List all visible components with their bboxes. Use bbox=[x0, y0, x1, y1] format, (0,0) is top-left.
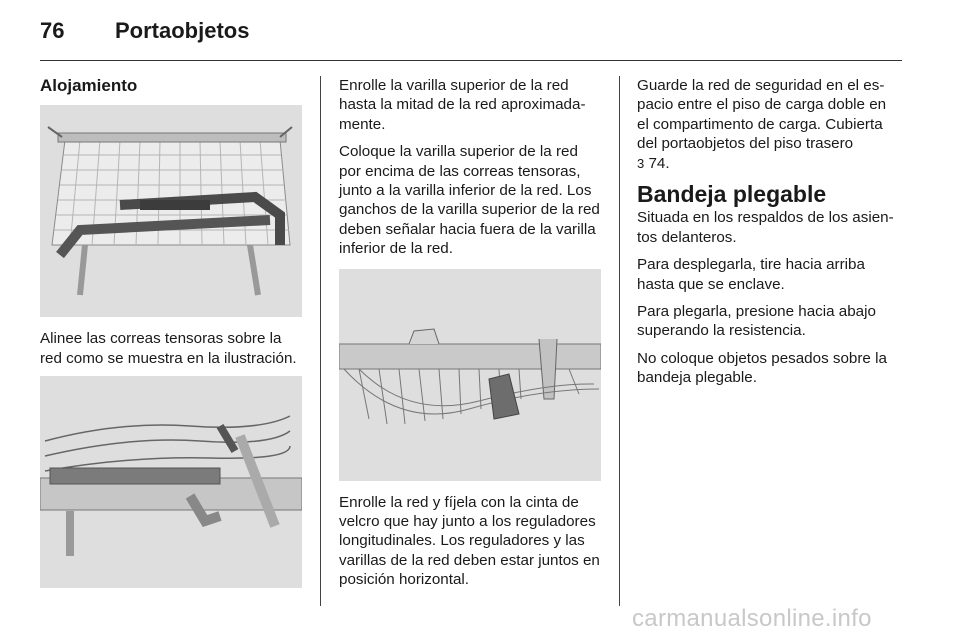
paragraph-roll-rod: Enrolle la varilla superior de la red hasta la mitad de la red aproximada- mente. bbox=[339, 77, 586, 133]
paragraph-unfold-tray: Para desplegarla, tire hacia arriba hasta que se enclave. bbox=[637, 256, 865, 293]
column-divider-right bbox=[619, 76, 620, 606]
page-header-title: Portaobjetos bbox=[115, 18, 250, 43]
paragraph-tray-location: Situada en los respaldos de los asien- tos delanteros. bbox=[637, 209, 894, 246]
store-net-text: Guarde la red de seguridad en el es- pacio entre el piso de carga doble en el compartimento de carga. Cubierta del portaobjetos del piso trasero bbox=[637, 77, 887, 153]
paragraph-store-net bbox=[637, 76, 901, 173]
column-2 bbox=[339, 76, 603, 598]
page-reference-arrow-icon: 3 bbox=[637, 155, 645, 171]
column-divider-left bbox=[320, 76, 321, 606]
paragraph-tray-warning: No coloque objetos pesados sobre la bandeja plegable. bbox=[637, 349, 887, 387]
page-reference-link[interactable]: 74. bbox=[648, 154, 670, 172]
column-1 bbox=[40, 76, 305, 588]
section-heading-alojamiento: Alojamiento bbox=[40, 76, 138, 95]
paragraph-roll-and-fix: Enrolle la red y fíjela con la cinta de velcro que hay junto a los reguladores longitudinales. Los reguladores y las varillas de la red deben estar juntos en posición horizontal. bbox=[339, 493, 600, 589]
illustration-net-rod-closeup bbox=[339, 269, 601, 481]
watermark: carmanualsonline.info bbox=[632, 605, 872, 632]
header-rule bbox=[40, 60, 902, 61]
section-heading-bandeja-plegable: Bandeja plegable bbox=[637, 181, 827, 208]
illustration-net-straps bbox=[40, 105, 302, 317]
paragraph-fold-tray: Para plegarla, presione hacia abajo superando la resistencia. bbox=[637, 303, 876, 340]
illustration-rolled-net bbox=[40, 376, 302, 588]
paragraph-align-straps: Alinee las correas tensoras sobre la red como se muestra en la ilustración. bbox=[40, 330, 297, 367]
page-number: 76 bbox=[40, 18, 65, 43]
paragraph-place-rod: Coloque la varilla superior de la red por encima de las correas tensoras, junto a la varilla inferior de la red. Los ganchos de la varilla superior de la red deben señalar hacia fuera de la varilla inferior de la red. bbox=[339, 143, 600, 258]
column-3 bbox=[637, 76, 901, 396]
